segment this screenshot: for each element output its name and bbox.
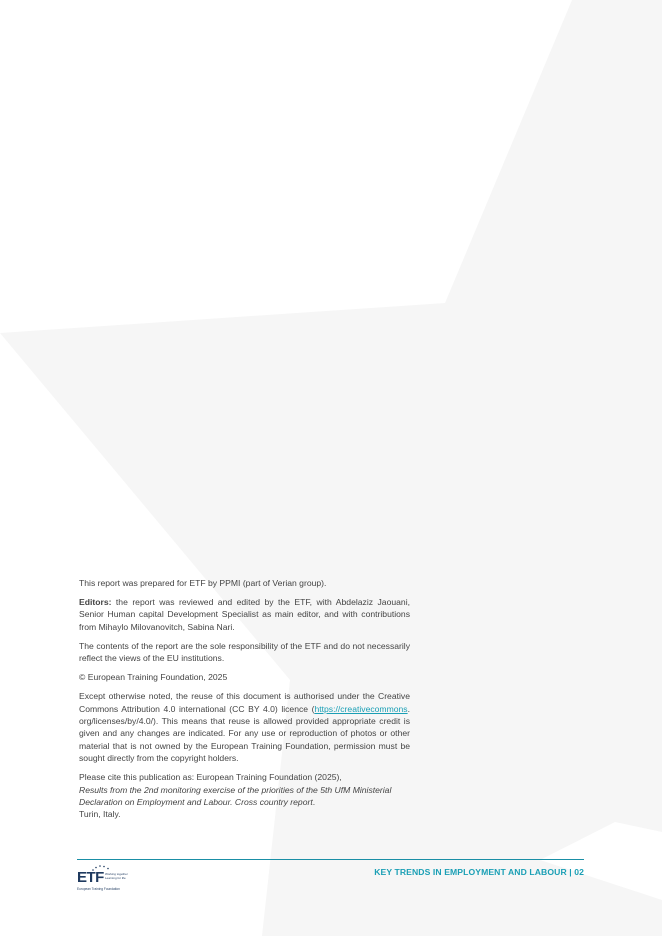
licence-text-end: . org/licenses/by/4.0/). This means that reuse is allowed provided appropriate credit is given and any changes are indicated. For any use or reproduction of photos or other material that is not owned by the European Training Foundation, permission must be sought directly from the copyright holders. [79, 703, 410, 764]
logo-wordmark: ETF [77, 869, 104, 886]
editors-label: Editors: [79, 597, 112, 607]
disclaimer-paragraph: The contents of the report are the sole responsibility of the ETF and do not necessarily reflect the views of the EU institutions. [79, 640, 410, 664]
citation-intro: Please cite this publication as: European Training Foundation (2025), [79, 772, 342, 783]
citation-end: . [312, 797, 316, 808]
citation-title: Results from the 2nd monitoring exercise of the priorities of the 5th UfM Ministerial Declaration on Employment and Labour. Cross country report [79, 784, 392, 808]
licence-paragraph [79, 690, 410, 764]
logo-subtitle: European Training Foundation [77, 887, 120, 891]
citation-paragraph [79, 771, 410, 821]
citation-place: Turin, Italy. [79, 809, 121, 820]
running-title: KEY TRENDS IN EMPLOYMENT AND LABOUR | 02 [374, 867, 584, 877]
editors-text: the report was reviewed and edited by the ETF, with Abdelaziz Jaouani, Senior Human capital Development Specialist as main editor, and with contributions from Mihaylo Milovanovitch, Sabina Nari. [79, 597, 410, 632]
licence-text-start: Except otherwise noted, the reuse of this document is authorised under the Creative Commons Attribution 4.0 international (CC BY 4.0) licence ( [79, 691, 410, 714]
copyright-paragraph: © European Training Foundation, 2025 [79, 672, 228, 683]
logo-tagline: Working together Learning for life [105, 872, 128, 880]
prepared-by-paragraph: This report was prepared for ETF by PPMI (part of Verian group). [79, 578, 327, 588]
editors-paragraph [79, 596, 410, 633]
imprint-text-block [79, 577, 410, 827]
footer-divider [77, 859, 584, 860]
etf-logo [77, 863, 137, 895]
licence-link[interactable]: https://creativecommons [314, 703, 408, 714]
